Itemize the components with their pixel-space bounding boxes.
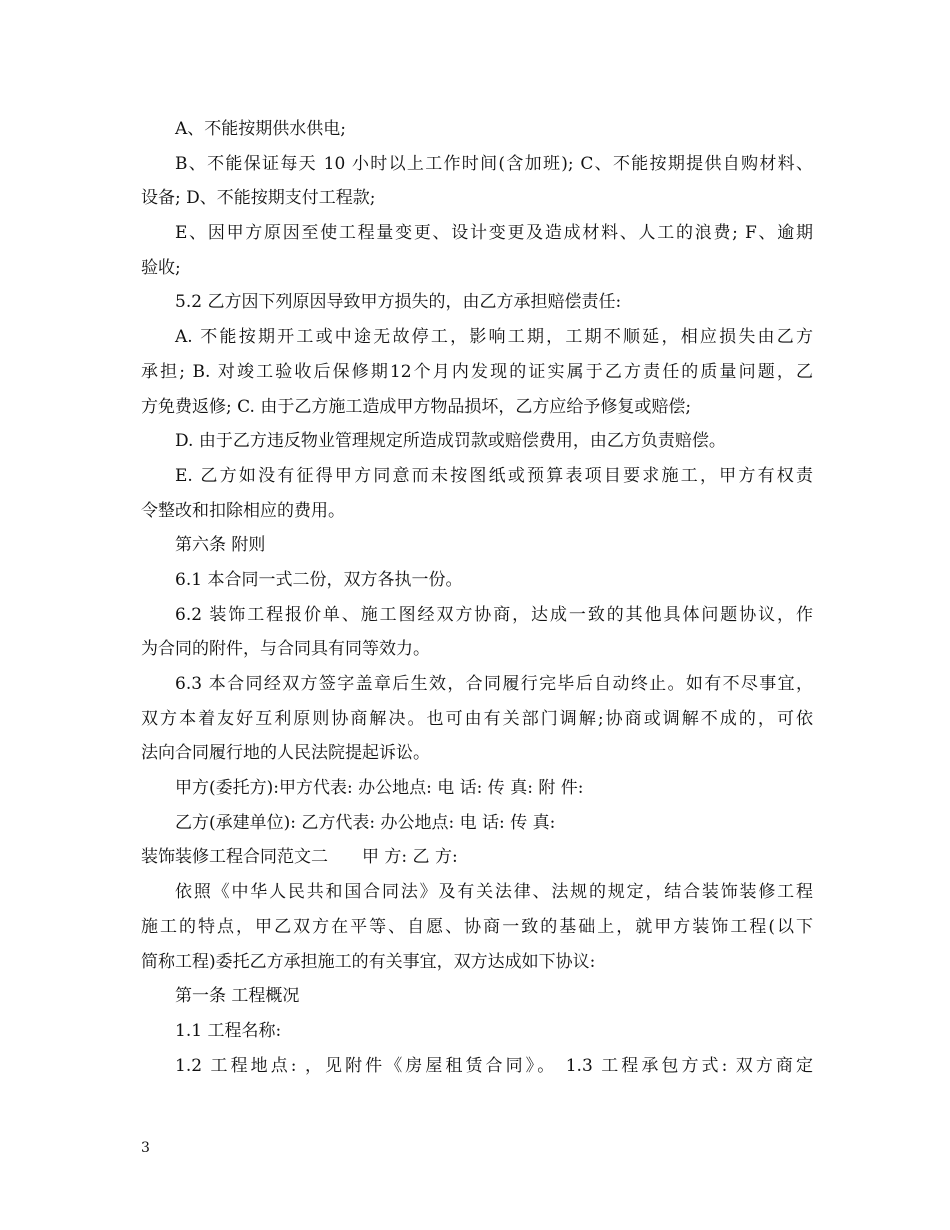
text-line: 承担; B. 对竣工验收后保修期12个月内发现的证实属于乙方责任的质量问题，乙 <box>141 361 813 382</box>
text-line: 5.2 乙方因下列原因导致甲方损失的，由乙方承担赔偿责任: <box>175 292 622 313</box>
text-line: 法向合同履行地的人民法院提起诉讼。 <box>141 743 430 764</box>
text-line: A、不能按期供水供电; <box>175 119 347 139</box>
text-line: 依照《中华人民共和国合同法》及有关法律、法规的规定，结合装饰装修工程 <box>175 882 813 903</box>
text-line: D. 由于乙方违反物业管理规定所造成罚款或赔偿费用，由乙方负责赔偿。 <box>175 431 726 452</box>
text-line: 设备; D、不能按期支付工程款; <box>141 188 376 209</box>
text-line: 1.2 工程地点: ，见附件《房屋租赁合同》。 1.3 工程承包方式: 双方商定 <box>175 1055 813 1076</box>
text-line: B、不能保证每天 10 小时以上工作时间(含加班); C、不能按期提供自购材料、 <box>175 153 813 174</box>
text-line: 施工的特点，甲乙双方在平等、自愿、协商一致的基础上，就甲方装饰工程(以下 <box>141 916 813 937</box>
text-line: 乙方(承建单位): 乙方代表: 办公地点: 电 话: 传 真: <box>175 812 556 833</box>
text-line: 为合同的附件，与合同具有同等效力。 <box>141 639 430 660</box>
text-line: 装饰装修工程合同范文二 甲 方: 乙 方: <box>141 847 458 868</box>
text-line: 验收; <box>141 257 181 278</box>
text-line: 简称工程)委托乙方承担施工的有关事宜，双方达成如下协议: <box>141 951 596 972</box>
text-line: 6.1 本合同一式二份，双方各执一份。 <box>175 569 463 590</box>
text-line: 6.3 本合同经双方签字盖章后生效，合同履行完毕后自动终止。如有不尽事宜， <box>175 674 813 694</box>
text-line: 6.2 装饰工程报价单、施工图经双方协商，达成一致的其他具体问题协议，作 <box>175 604 813 625</box>
text-line: 第六条 附则 <box>175 535 266 556</box>
text-line: 双方本着友好互利原则协商解决。也可由有关部门调解;协商或调解不成的，可依 <box>141 708 813 729</box>
text-line: 甲方(委托方):甲方代表: 办公地点: 电 话: 传 真: 附 件: <box>175 778 584 799</box>
text-line: E、因甲方原因至使工程量变更、设计变更及造成材料、人工的浪费; F、逾期 <box>175 223 813 244</box>
contract-body-text <box>141 112 813 1083</box>
page-number: 3 <box>141 1140 150 1156</box>
text-line: 令整改和扣除相应的费用。 <box>141 500 345 521</box>
text-line: A. 不能按期开工或中途无故停工，影响工期，工期不顺延，相应损失由乙方 <box>175 327 813 348</box>
text-line: 1.1 工程名称: <box>175 1020 282 1041</box>
text-line: 第一条 工程概况 <box>175 986 300 1007</box>
text-line: E. 乙方如没有征得甲方同意而未按图纸或预算表项目要求施工，甲方有权责 <box>175 465 813 486</box>
text-line: 方免费返修; C. 由于乙方施工造成甲方物品损坏，乙方应给予修复或赔偿; <box>141 396 692 417</box>
